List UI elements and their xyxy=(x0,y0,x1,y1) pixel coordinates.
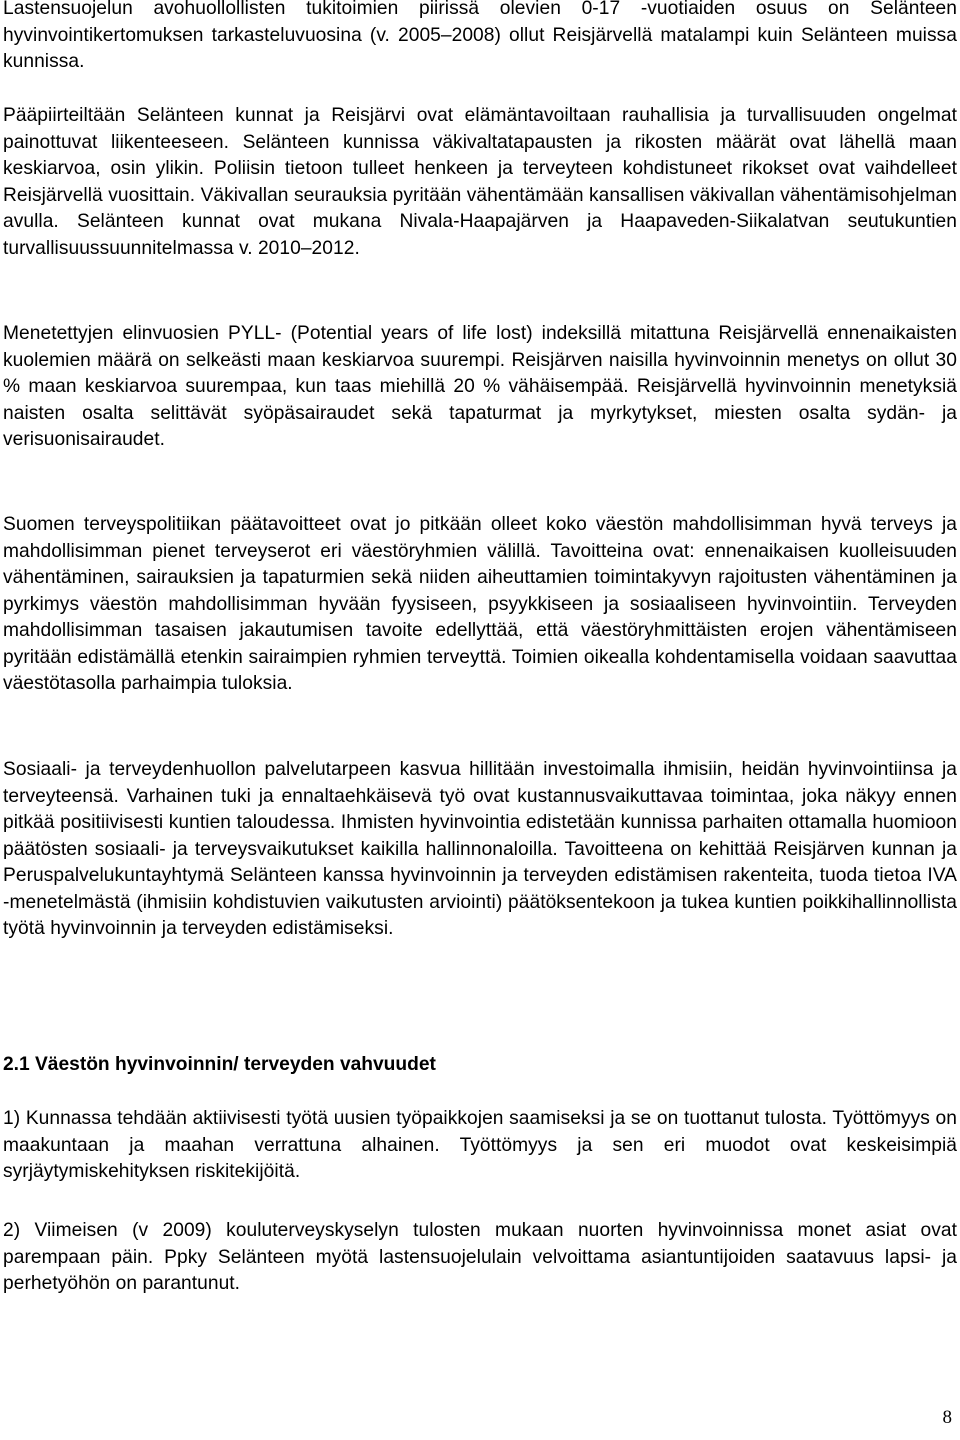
paragraph-pyll-index: Menetettyjen elinvuosien PYLL- (Potential years of life lost) indeksillä mitattuna Reisjärvellä ennenaikaisten kuolemien määrä on selkeästi maan keskiarvoa suurempi. Reisjärven naisilla hyvinvoinnin menetys on ollut 30 % maan keskiarvoa suurempaa, kun taas miehillä 20 % vähäisempää. Reisjärvellä hyvinvoinnin menetyksiä naisten osalta selittävät syöpäsairaudet sekä tapaturmat ja myrkytykset, miesten osalta sydän- ja verisuonisairaudet. xyxy=(3,323,957,450)
page-number: 8 xyxy=(942,1407,952,1428)
paragraph-safety: Pääpiirteiltään Selänteen kunnat ja Reisjärvi ovat elämäntavoiltaan rauhallisia ja turvallisuuden ongelmat painottuvat liikenteeseen. Selänteen kunnissa väkivaltatapausten ja rikosten määrät ovat lähellä maan keskiarvoa, osin ylikin. Poliisin tietoon tulleet henkeen ja terveyteen kohdistuneet rikokset ovat vaihdelleet Reisjärvellä vuosittain. Väkivallan seurauksia pyritään vähentämään kansallisen väkivallan vähentämisohjelman avulla. Selänteen kunnat ovat mukana Nivala-Haapajärven ja Haapaveden-Siikalatvan seutukuntien turvallisuussuunnitelmassa v. 2010–2012. xyxy=(3,105,957,259)
list-item-school-survey: 2) Viimeisen (v 2009) kouluterveyskyselyn tulosten mukaan nuorten hyvinvoinnissa monet asiat ovat parempaan päin. Ppky Selänteen myötä lastensuojelulain velvoittama asiantuntijoiden saatavuus lapsi- ja perhetyöhön on parantunut. xyxy=(3,1220,957,1294)
paragraph-social-health-services: Sosiaali- ja terveydenhuollon palvelutarpeen kasvua hillitään investoimalla ihmisiin, heidän hyvinvointiinsa ja terveyteensä. Varhainen tuki ja ennaltaehkäisevä työ ovat kustannusvaikuttavaa toimintaa, joka näkyy ennen pitkää positiivisesti kuntien taloudessa. Ihmisten hyvinvointia edistetään kunnissa parhaiten ottamalla huomioon päätösten sosiaali- ja terveysvaikutukset kaikilla hallinnonaloilla. Tavoitteena on kehittää Reisjärven kunnan ja Peruspalvelukuntayhtymä Selänteen kanssa hyvinvoinnin ja terveyden edistämisen rakenteita, tuoda tietoa IVA -menetelmästä (ihmisiin kohdistuvien vaikutusten arviointi) päätöksentekoon ja tukea kuntien poikkihallinnollista työtä hyvinvoinnin ja terveyden edistämiseksi. xyxy=(3,759,957,939)
list-item-employment: 1) Kunnassa tehdään aktiivisesti työtä uusien työpaikkojen saamiseksi ja se on tuottanut tulosta. Työttömyys on maakuntaan ja maahan verrattuna alhainen. Työttömyys ja sen eri muodot ovat keskeisimpiä syrjäytymiskehityksen riskitekijöitä. xyxy=(3,1108,957,1182)
paragraph-health-policy: Suomen terveyspolitiikan päätavoitteet ovat jo pitkään olleet koko väestön mahdollisimman hyvä terveys ja mahdollisimman pienet terveyserot eri väestöryhmien välillä. Tavoitteina ovat: ennenaikaisen kuolleisuuden vähentäminen, sairauksien ja tapaturmien sekä niiden aiheuttamien toimintakyvyn rajoitusten vähentäminen ja pyrkimys väestön mahdollisimman hyvään fyysiseen, psyykkiseen ja sosiaaliseen hyvinvointiin. Terveyden mahdollisimman tasaisen jakautumisen tavoite edellyttää, että väestöryhmittäisten erojen vähentämiseen pyritään edistämällä etenkin sairaimpien ryhmien terveyttä. Toimien oikealla kohdentamisella voidaan saavuttaa väestötasolla parhaimpia tuloksia. xyxy=(3,514,957,694)
paragraph-child-protection: Lastensuojelun avohuollollisten tukitoimien piirissä olevien 0-17 -vuotiaiden osuus on Selänteen hyvinvointikertomuksen tarkasteluvuosina (v. 2005–2008) ollut Reisjärvellä matalampi kuin Selänteen muissa kunnissa. xyxy=(3,0,957,72)
section-heading: 2.1 Väestön hyvinvoinnin/ terveyden vahvuudet xyxy=(3,1054,436,1075)
